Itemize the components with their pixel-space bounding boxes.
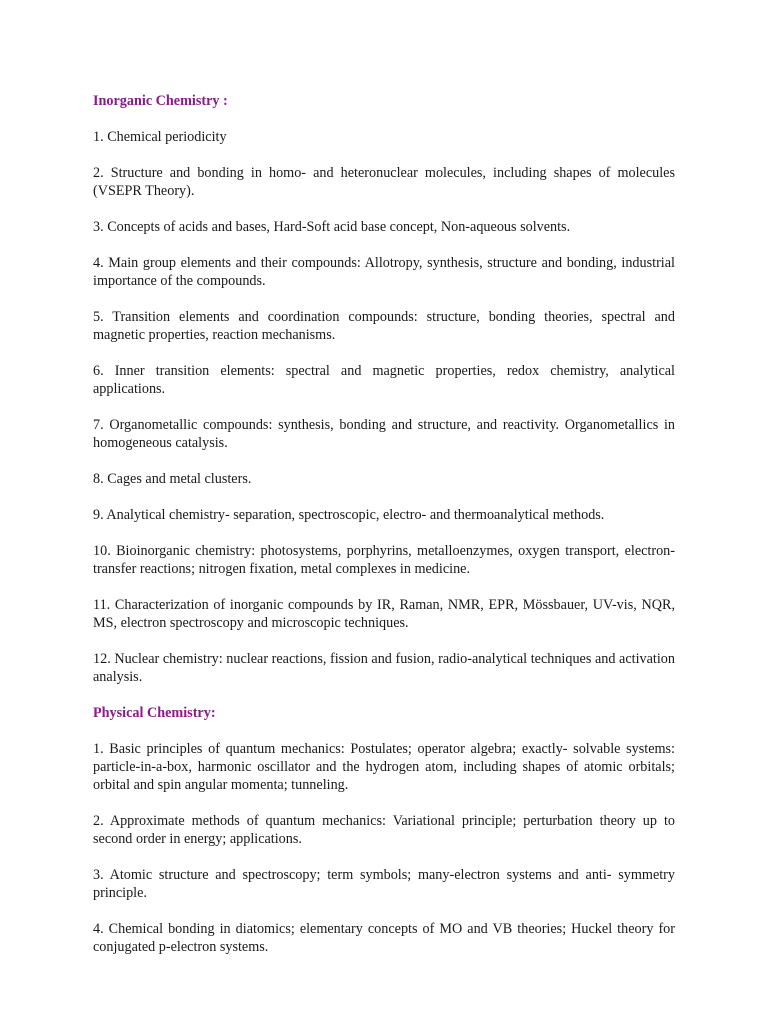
inorganic-item-1: 1. Chemical periodicity (93, 129, 227, 145)
physical-item-4: 4. Chemical bonding in diatomics; elementary concepts of MO and VB theories; Huckel theory for conjugated p-electron systems. (93, 921, 675, 955)
physical-item-3: 3. Atomic structure and spectroscopy; term symbols; many-electron systems and anti- symmetry principle. (93, 867, 675, 901)
inorganic-item-7: 7. Organometallic compounds: synthesis, bonding and structure, and reactivity. Organometallics in homogeneous catalysis. (93, 417, 675, 451)
inorganic-item-11: 11. Characterization of inorganic compounds by IR, Raman, NMR, EPR, Mössbauer, UV-vis, NQR, MS, electron spectroscopy and microscopic techniques. (93, 597, 675, 631)
inorganic-item-2: 2. Structure and bonding in homo- and heteronuclear molecules, including shapes of molecules (VSEPR Theory). (93, 165, 675, 199)
document-page (93, 92, 675, 974)
inorganic-item-10: 10. Bioinorganic chemistry: photosystems, porphyrins, metalloenzymes, oxygen transport, electron- transfer reactions; nitrogen fixation, metal complexes in medicine. (93, 543, 675, 577)
inorganic-item-3: 3. Concepts of acids and bases, Hard-Soft acid base concept, Non-aqueous solvents. (93, 219, 571, 235)
physical-item-2: 2. Approximate methods of quantum mechanics: Variational principle; perturbation theory up to second order in energy; applications. (93, 813, 675, 847)
physical-item-1: 1. Basic principles of quantum mechanics: Postulates; operator algebra; exactly- solvable systems: particle-in-a-box, harmonic oscillator and the hydrogen atom, including shapes of atomic orbitals; orbital and spin angular momenta; tunneling. (93, 741, 675, 793)
inorganic-item-4: 4. Main group elements and their compounds: Allotropy, synthesis, structure and bonding, industrial importance of the compounds. (93, 255, 675, 289)
inorganic-item-9: 9. Analytical chemistry- separation, spectroscopic, electro- and thermoanalytical methods. (93, 507, 605, 523)
inorganic-item-12: 12. Nuclear chemistry: nuclear reactions, fission and fusion, radio-analytical techniques and activation analysis. (93, 651, 675, 685)
inorganic-chemistry-heading: Inorganic Chemistry : (93, 93, 228, 109)
inorganic-item-8: 8. Cages and metal clusters. (93, 471, 252, 487)
inorganic-item-5: 5. Transition elements and coordination compounds: structure, bonding theories, spectral and magnetic properties, reaction mechanisms. (93, 309, 675, 343)
inorganic-item-6: 6. Inner transition elements: spectral and magnetic properties, redox chemistry, analytical applications. (93, 363, 675, 397)
physical-chemistry-heading: Physical Chemistry: (93, 705, 216, 721)
